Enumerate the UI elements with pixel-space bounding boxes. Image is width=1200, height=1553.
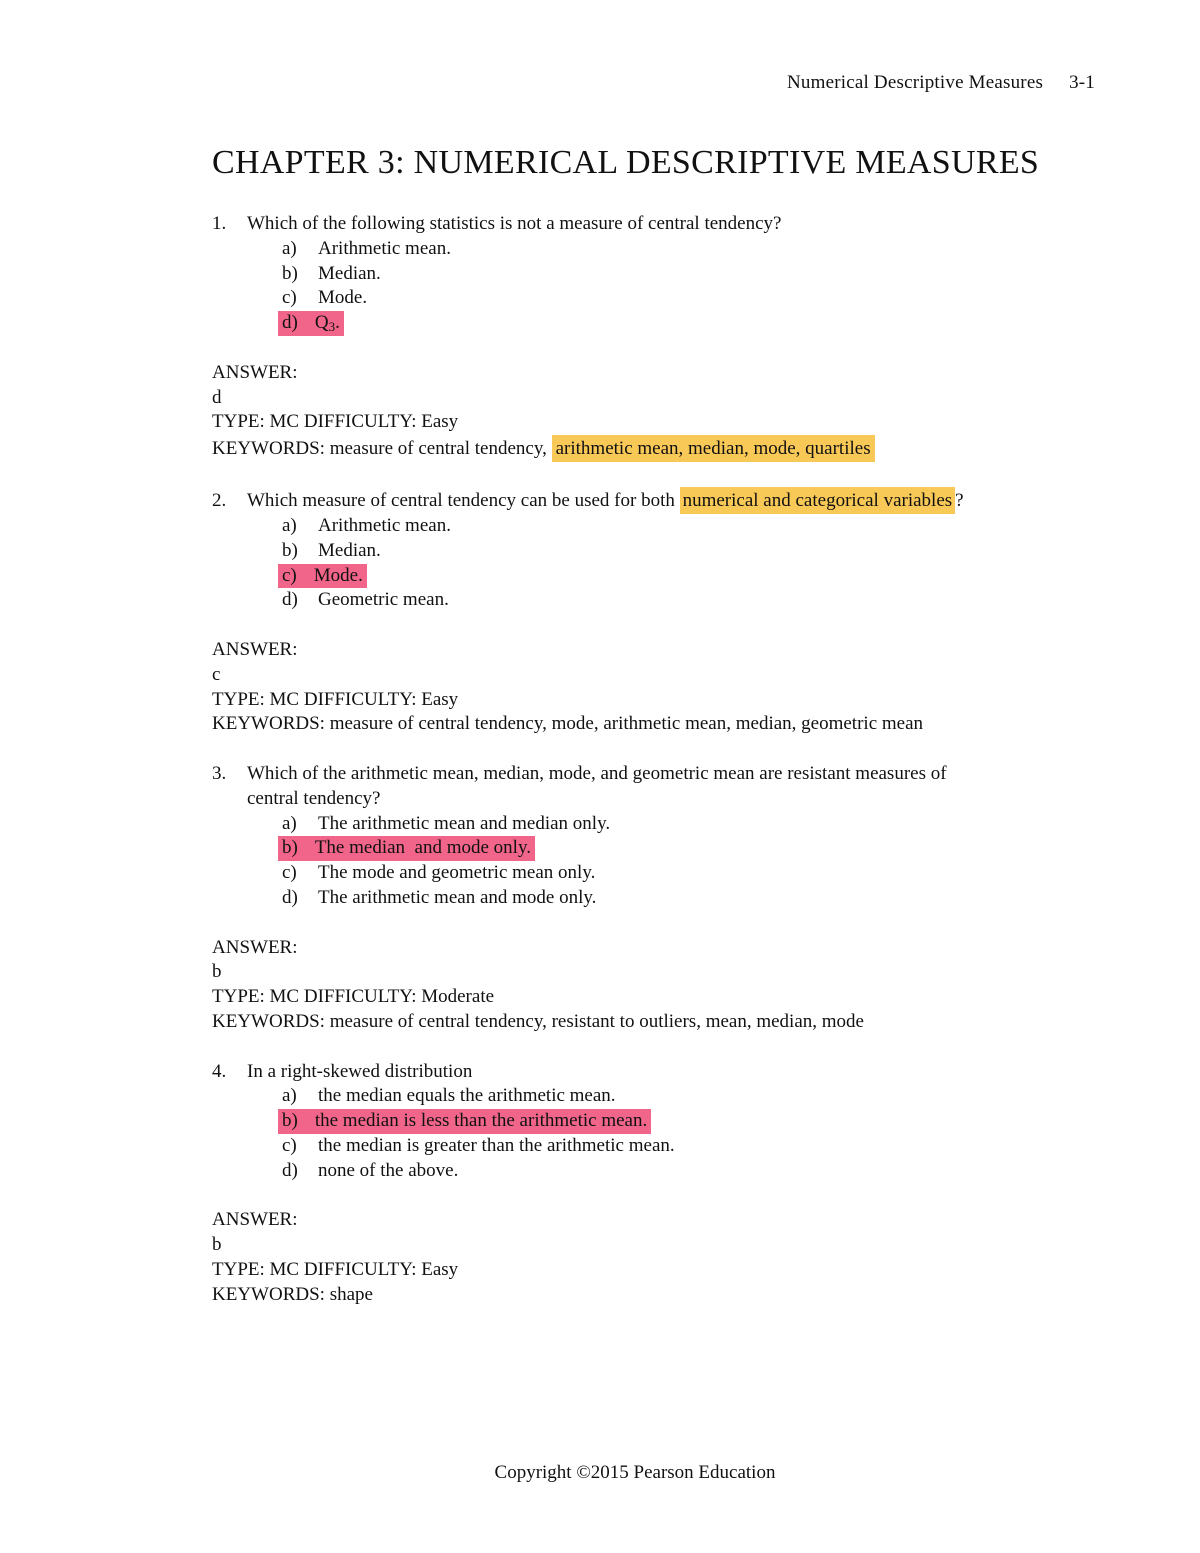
option-label: b)	[282, 837, 298, 859]
answer-label: ANSWER:	[212, 936, 298, 958]
option-text: the median is less than the arithmetic mean.	[314, 1110, 648, 1132]
option-a	[212, 514, 1092, 539]
keywords	[212, 712, 1092, 737]
page-number: 3-1	[1069, 72, 1095, 93]
option-c-correct	[212, 564, 1092, 589]
option-d	[212, 886, 1092, 911]
option-text: Median.	[318, 539, 381, 561]
question-2	[212, 487, 1092, 737]
difficulty-value: Easy	[421, 1258, 459, 1280]
type-difficulty	[212, 688, 1092, 713]
question-text: central tendency?	[247, 787, 381, 809]
option-b-correct	[212, 836, 1092, 861]
question-stem	[212, 762, 1092, 787]
option-text: The arithmetic mean and mode only.	[318, 886, 597, 908]
question-stem	[212, 487, 1092, 514]
question-number: 4.	[212, 1060, 227, 1082]
option-c	[212, 286, 1092, 311]
keywords-text: measure of central tendency, resistant to outliers, mean, median, mode	[329, 1010, 864, 1032]
option-text: Q	[314, 312, 329, 334]
option-text: Arithmetic mean.	[318, 514, 451, 536]
option-label: d)	[282, 886, 298, 908]
option-text: Median.	[318, 262, 381, 284]
type-prefix: TYPE: MC DIFFICULTY:	[212, 411, 422, 433]
type-difficulty	[212, 985, 1092, 1010]
question-number: 2.	[212, 489, 227, 511]
chapter-title: CHAPTER 3: NUMERICAL DESCRIPTIVE MEASURES	[212, 144, 1040, 181]
option-text: the median is greater than the arithmetic mean.	[318, 1134, 675, 1156]
option-label: b)	[282, 539, 298, 561]
question-text: In a right-skewed distribution	[247, 1060, 473, 1082]
answer-label: ANSWER:	[212, 361, 298, 383]
type-prefix: TYPE: MC DIFFICULTY:	[212, 1258, 422, 1280]
answer-value: b	[212, 1234, 222, 1256]
option-label: a)	[282, 514, 297, 536]
option-text-end: .	[335, 312, 340, 334]
option-b	[212, 262, 1092, 287]
difficulty-value: Easy	[421, 411, 459, 433]
question-1	[212, 212, 1092, 462]
option-label: a)	[282, 237, 297, 259]
option-c	[212, 861, 1092, 886]
option-text: the median equals the arithmetic mean.	[318, 1085, 616, 1107]
answer-label: ANSWER:	[212, 1209, 298, 1231]
question-3	[212, 762, 1092, 1035]
option-a	[212, 812, 1092, 837]
option-label: c)	[282, 564, 297, 586]
copyright-footer: Copyright ©2015 Pearson Education	[494, 1462, 776, 1483]
option-d	[212, 588, 1092, 613]
answer-value: b	[212, 961, 222, 983]
question-text-highlight: numerical and categorical variables	[680, 487, 956, 514]
keywords	[212, 435, 1092, 462]
question-stem-continued	[212, 787, 1092, 812]
answer-value: d	[212, 386, 222, 408]
keywords	[212, 1283, 1092, 1308]
option-label: d)	[282, 312, 298, 334]
option-text: Mode.	[318, 287, 368, 309]
keywords-highlight: arithmetic mean, median, mode, quartiles	[552, 435, 875, 462]
option-c	[212, 1134, 1092, 1159]
type-difficulty	[212, 1258, 1092, 1283]
type-prefix: TYPE: MC DIFFICULTY:	[212, 688, 422, 710]
correct-answer-highlight	[278, 311, 344, 336]
correct-answer-highlight	[278, 564, 367, 589]
question-number: 3.	[212, 762, 227, 784]
question-text-before: Which measure of central tendency can be used for both	[247, 489, 680, 511]
question-text: Which of the arithmetic mean, median, mode, and geometric mean are resistant measures of	[247, 762, 947, 784]
running-header	[787, 72, 1095, 94]
option-label: d)	[282, 589, 298, 611]
option-text: The mode and geometric mean only.	[318, 862, 596, 884]
question-stem	[212, 212, 1092, 237]
keywords-text: measure of central tendency, mode, arithmetic mean, median, geometric mean	[329, 713, 924, 735]
keywords-prefix: KEYWORDS:	[212, 438, 330, 460]
keywords-plain: measure of central tendency,	[329, 438, 552, 460]
question-stem	[212, 1060, 1092, 1085]
option-label: b)	[282, 262, 298, 284]
option-b-correct	[212, 1109, 1092, 1134]
difficulty-value: Easy	[421, 688, 459, 710]
option-a	[212, 237, 1092, 262]
type-difficulty	[212, 410, 1092, 435]
keywords-prefix: KEYWORDS:	[212, 1010, 330, 1032]
answer-label: ANSWER:	[212, 638, 298, 660]
option-label: c)	[282, 1134, 297, 1156]
correct-answer-highlight	[278, 836, 535, 861]
option-text: Geometric mean.	[318, 589, 449, 611]
option-b	[212, 539, 1092, 564]
keywords-prefix: KEYWORDS:	[212, 1283, 330, 1305]
question-number: 1.	[212, 213, 227, 234]
option-label: a)	[282, 812, 297, 834]
option-label: b)	[282, 1110, 298, 1132]
option-text: Arithmetic mean.	[318, 237, 451, 259]
question-4	[212, 1060, 1092, 1308]
option-label: c)	[282, 862, 297, 884]
option-label: d)	[282, 1159, 298, 1181]
option-text: The median and mode only.	[314, 837, 531, 859]
option-d	[212, 1159, 1092, 1184]
type-prefix: TYPE: MC DIFFICULTY:	[212, 986, 422, 1008]
keywords-prefix: KEYWORDS:	[212, 713, 330, 735]
option-text: The arithmetic mean and median only.	[318, 812, 611, 834]
question-list	[212, 212, 1092, 1307]
option-d-correct	[212, 311, 1092, 336]
keywords	[212, 1010, 1092, 1035]
option-subscript: 3	[328, 319, 336, 335]
answer-value: c	[212, 663, 221, 685]
option-label: a)	[282, 1085, 297, 1107]
question-text-after: ?	[955, 489, 964, 511]
correct-answer-highlight	[278, 1109, 651, 1134]
option-text: none of the above.	[318, 1159, 459, 1181]
option-label: c)	[282, 287, 297, 309]
option-a	[212, 1084, 1092, 1109]
header-title: Numerical Descriptive Measures	[786, 72, 1044, 93]
keywords-text: shape	[329, 1283, 373, 1305]
difficulty-value: Moderate	[421, 986, 495, 1008]
option-text: Mode.	[313, 564, 363, 586]
question-text: Which of the following statistics is not a measure of central tendency?	[247, 213, 782, 234]
